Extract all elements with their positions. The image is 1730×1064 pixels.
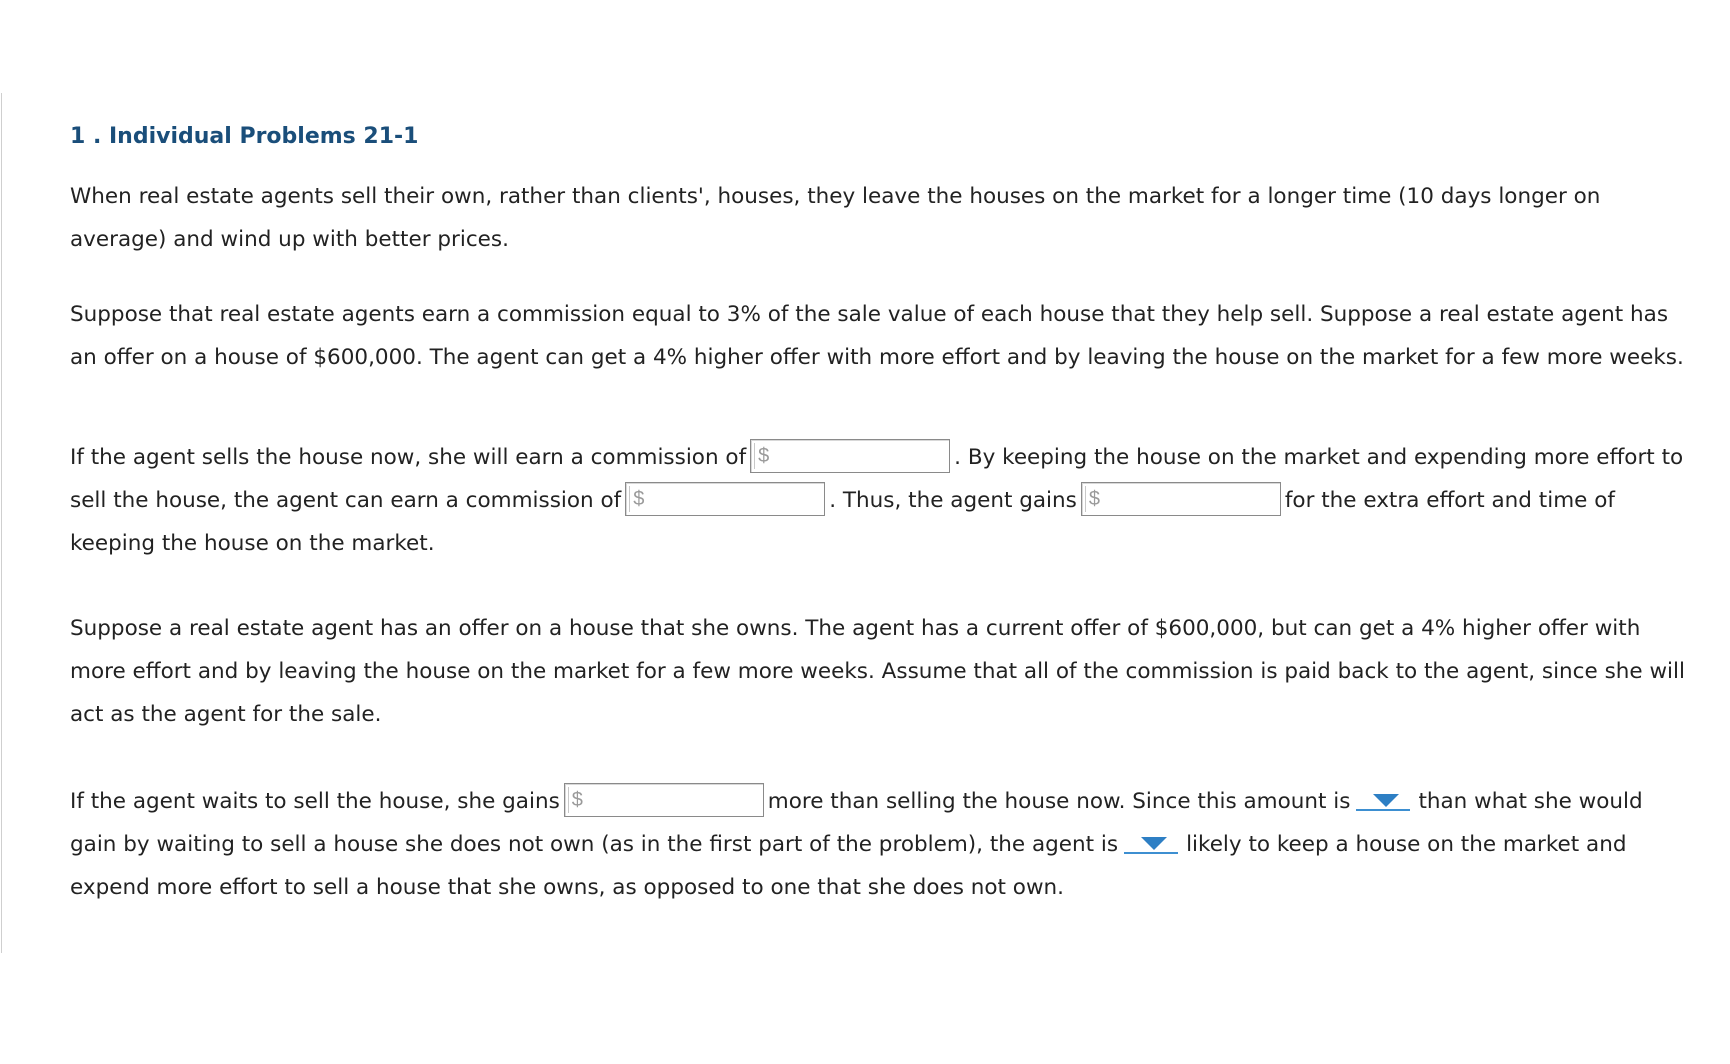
client-q-text-1b: . By keeping the house on the market and expending more effort to: [954, 445, 1684, 470]
commission-now-input[interactable]: [750, 439, 950, 473]
own-q-line-1: [70, 780, 1710, 823]
own-q-text-2b: likely to keep a house on the market and: [1186, 832, 1627, 857]
own-house-setup-paragraph: [70, 607, 1710, 736]
dollar-sign: $: [571, 789, 583, 811]
dropdown-arrow-icon: [1141, 837, 1167, 850]
client-q-text-1a: If the agent sells the house now, she will earn a commission of: [70, 445, 747, 470]
dropdown-arrow-icon: [1373, 794, 1399, 807]
own-setup-line-1: Suppose a real estate agent has an offer on a house that she owns. The agent has a current offer of $600,000, but can get a 4% higher offer with: [70, 616, 1641, 641]
likelihood-dropdown[interactable]: [1124, 830, 1178, 854]
client-q-text-2b: . Thus, the agent gains: [829, 488, 1077, 513]
own-setup-line-3: act as the agent for the sale.: [70, 702, 382, 727]
own-q-text-2a: gain by waiting to sell a house she does not own (as in the first part of the problem), the agent is: [70, 832, 1119, 857]
own-q-line-3: expend more effort to sell a house that she owns, as opposed to one that she does not own.: [70, 875, 1064, 900]
own-q-text-1b: more than selling the house now. Since this amount is: [767, 789, 1351, 814]
own-q-text-1c: than what she would: [1418, 789, 1643, 814]
client-q-line-3: keeping the house on the market.: [70, 531, 435, 556]
client-q-text-2a: sell the house, the agent can earn a commission of: [70, 488, 622, 513]
client-q-line-2: [70, 479, 1710, 522]
intro-line-2: average) and wind up with better prices.: [70, 227, 509, 252]
own-setup-line-2: more effort and by leaving the house on the market for a few more weeks. Assume that all of the commission is paid back to the agent, since she will: [70, 659, 1685, 684]
intro-line-1: When real estate agents sell their own, rather than clients', houses, they leave the houses on the market for a longer time (10 days longer on: [70, 184, 1601, 209]
commission-setup-paragraph: [70, 293, 1710, 379]
dollar-sign: $: [758, 445, 770, 467]
dollar-sign: $: [633, 488, 645, 510]
client-q-text-2c: for the extra effort and time of: [1284, 488, 1615, 513]
own-house-question: [70, 780, 1710, 909]
agent-gain-input[interactable]: [1081, 482, 1281, 516]
comparison-dropdown[interactable]: [1356, 787, 1410, 811]
commission-later-input[interactable]: [625, 482, 825, 516]
client-q-line-1: [70, 436, 1710, 479]
own-q-text-1a: If the agent waits to sell the house, she gains: [70, 789, 560, 814]
setup-line-1: Suppose that real estate agents earn a commission equal to 3% of the sale value of each house that they help sell. Suppose a real estate agent has: [70, 302, 1669, 327]
setup-line-2: an offer on a house of $600,000. The agent can get a 4% higher offer with more effort and by leaving the house on the market for a few more weeks.: [70, 345, 1684, 370]
dollar-sign: $: [1088, 488, 1100, 510]
own-house-gain-input[interactable]: [564, 783, 764, 817]
page-left-border: [1, 93, 2, 953]
intro-paragraph: [70, 175, 1710, 261]
client-house-question: [70, 436, 1710, 565]
own-q-line-2: [70, 823, 1710, 866]
question-title: 1 . Individual Problems 21-1: [70, 124, 419, 149]
